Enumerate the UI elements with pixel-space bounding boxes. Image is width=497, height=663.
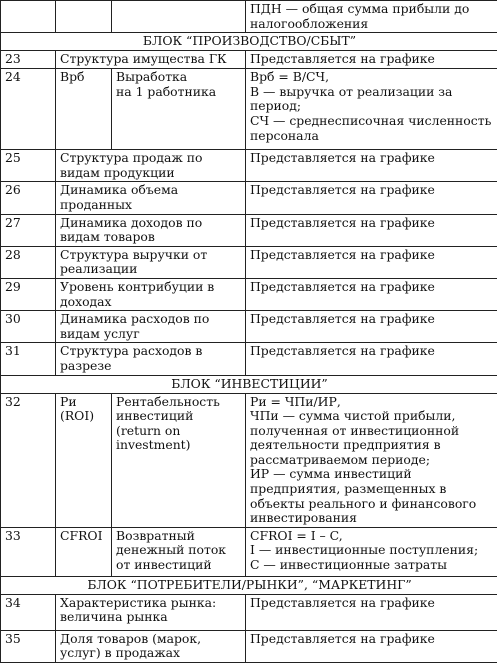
- table-row: [1, 311, 497, 343]
- indicator-formula: Ри = ЧПи/ИР, ЧПи — сумма чистой прибыли, полученная от инвестиционной деятельности предприятия в рассматриваемом периоде; ИР — сумма инвестиций предприятия, размещенных в объекты реального и финансового инвестирования: [246, 393, 497, 527]
- row-number: 31: [1, 343, 56, 375]
- indicator-name: Структура выручки от реализации: [56, 246, 246, 278]
- indicator-name: Рентабельность инвестиций (return on investment): [112, 393, 246, 527]
- indicator-code: Ри (ROI): [56, 393, 112, 527]
- table-row: [1, 182, 497, 214]
- indicator-formula: Представляется на графике: [246, 51, 497, 69]
- block-header-row: [1, 576, 497, 594]
- row-number: 34: [1, 594, 56, 630]
- indicator-code: [56, 1, 112, 33]
- indicator-name: Выработка на 1 работника: [112, 69, 246, 150]
- row-number: 30: [1, 311, 56, 343]
- table-row: [1, 393, 497, 527]
- indicator-name: Возвратный денежный поток от инвестиций: [112, 527, 246, 576]
- row-number: [1, 1, 56, 33]
- block-header-production: БЛОК “ПРОИЗВОДСТВО/СБЫТ”: [1, 33, 497, 51]
- indicator-formula: Представляется на графике: [246, 630, 497, 662]
- indicator-name: Структура расходов в разрезе: [56, 343, 246, 375]
- row-number: 25: [1, 150, 56, 182]
- indicator-code: Врб: [56, 69, 112, 150]
- indicator-name: Динамика объема проданных: [56, 182, 246, 214]
- table-row: [1, 246, 497, 278]
- row-number: 29: [1, 278, 56, 310]
- table-row: [1, 69, 497, 150]
- indicator-name: Структура имущества ГК: [56, 51, 246, 69]
- indicator-name: [112, 1, 246, 33]
- indicator-formula: Представляется на графике: [246, 311, 497, 343]
- block-header-investments: БЛОК “ИНВЕСТИЦИИ”: [1, 375, 497, 393]
- table-row: [1, 214, 497, 246]
- row-number: 32: [1, 393, 56, 527]
- indicator-code: CFROI: [56, 527, 112, 576]
- table-row: [1, 527, 497, 576]
- table-row: [1, 1, 497, 33]
- indicator-formula: Врб = В/СЧ, В — выручка от реализации за период; СЧ — среднесписочная численность персонала: [246, 69, 497, 150]
- table-row: [1, 150, 497, 182]
- row-number: 28: [1, 246, 56, 278]
- indicator-name: Динамика расходов по видам услуг: [56, 311, 246, 343]
- indicator-formula: ПДН — общая сумма прибыли до налогообложения: [246, 1, 497, 33]
- indicator-formula: Представляется на графике: [246, 182, 497, 214]
- indicator-formula: Представляется на графике: [246, 150, 497, 182]
- indicator-formula: Представляется на графике: [246, 214, 497, 246]
- table-row: [1, 630, 497, 662]
- indicator-name: Уровень контрибуции в доходах: [56, 278, 246, 310]
- table-row: [1, 594, 497, 630]
- row-number: 33: [1, 527, 56, 576]
- row-number: 23: [1, 51, 56, 69]
- indicator-formula: CFROI = I – C, I — инвестиционные поступления; C — инвестиционные затраты: [246, 527, 497, 576]
- table-row: [1, 278, 497, 310]
- block-header-row: [1, 375, 497, 393]
- indicator-formula: Представляется на графике: [246, 594, 497, 630]
- row-number: 24: [1, 69, 56, 150]
- indicator-name: Динамика доходов по видам товаров: [56, 214, 246, 246]
- row-number: 27: [1, 214, 56, 246]
- indicator-formula: Представляется на графике: [246, 278, 497, 310]
- indicator-name: Доля товаров (марок, услуг) в продажах: [56, 630, 246, 662]
- table-row: [1, 51, 497, 69]
- indicator-formula: Представляется на графике: [246, 343, 497, 375]
- indicator-formula: Представляется на графике: [246, 246, 497, 278]
- block-header-row: [1, 33, 497, 51]
- row-number: 26: [1, 182, 56, 214]
- indicator-name: Характеристика рынка: величина рынка: [56, 594, 246, 630]
- row-number: 35: [1, 630, 56, 662]
- block-header-consumers: БЛОК “ПОТРЕБИТЕЛИ/РЫНКИ”, “МАРКЕТИНГ”: [1, 576, 497, 594]
- table-row: [1, 343, 497, 375]
- indicator-name: Структура продаж по видам продукции: [56, 150, 246, 182]
